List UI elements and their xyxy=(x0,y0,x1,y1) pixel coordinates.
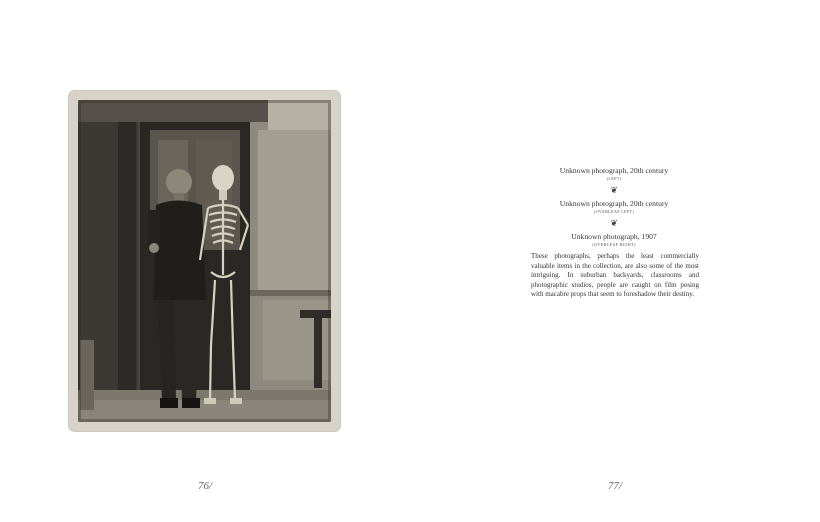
vintage-photograph xyxy=(68,90,341,432)
caption-1 xyxy=(528,166,700,182)
caption-position: (OVERLEAF LEFT) xyxy=(593,209,635,214)
caption-position: (LEFT) xyxy=(606,176,622,181)
page-number-left: 76/ xyxy=(198,480,213,492)
caption-block xyxy=(528,166,700,248)
ornament-icon: ❦ xyxy=(610,185,618,195)
caption-3 xyxy=(528,232,700,248)
ornament-icon: ❦ xyxy=(610,218,618,228)
body-paragraph: These photographs, perhaps the least commercially valuable items in the collection, are also some of the most intriguing. In suburban backyards, classrooms and photographic studios, people are caught on film posing with macabre props that seem to foreshadow their destiny. xyxy=(531,252,699,299)
caption-2 xyxy=(528,199,700,215)
caption-title: Unknown photograph, 20th century xyxy=(559,166,669,175)
caption-title: Unknown photograph, 20th century xyxy=(559,199,669,208)
caption-title: Unknown photograph, 1907 xyxy=(571,232,657,241)
page-number-right: 77/ xyxy=(608,480,623,492)
caption-position: (OVERLEAF RIGHT) xyxy=(592,242,636,247)
photo-man-with-skeleton xyxy=(78,100,331,422)
